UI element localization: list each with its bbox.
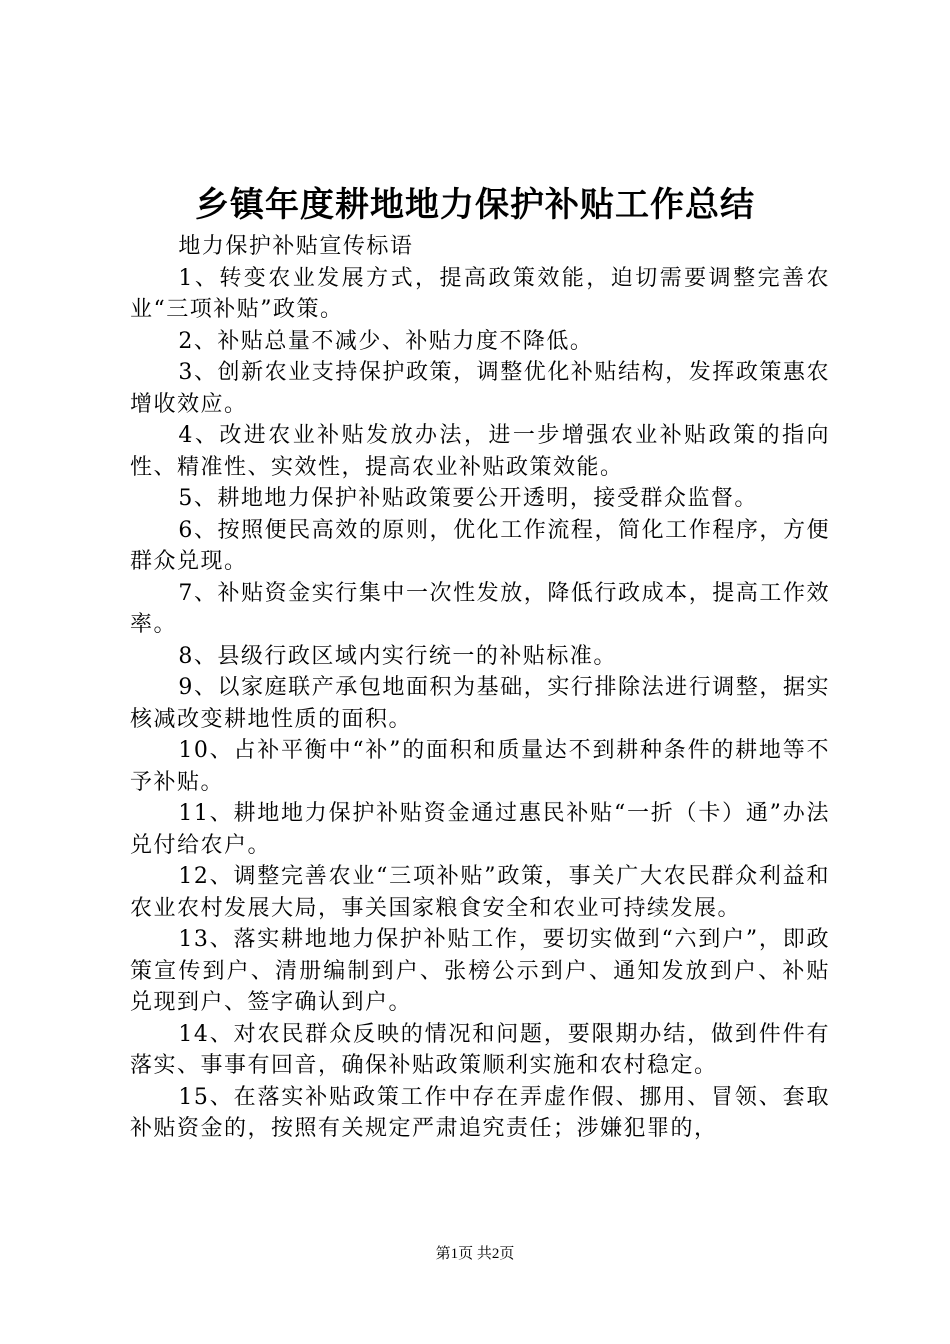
document-body	[130, 231, 830, 1145]
slogan-item-1: 1、转变农业发展方式，提高政策效能，迫切需要调整完善农业“三项补贴”政策。	[130, 265, 830, 322]
slogan-item-2: 2、补贴总量不减少、补贴力度不降低。	[178, 328, 594, 354]
slogan-item-5: 5、耕地地力保护补贴政策要公开透明，接受群众监督。	[178, 486, 758, 511]
slogan-item-15: 15、在落实补贴政策工作中存在弄虚作假、挪用、冒领、套取补贴资金的，按照有关规定严肃追究责任；涉嫌犯罪的，	[130, 1084, 830, 1141]
slogan-item-8: 8、县级行政区域内实行统一的补贴标准。	[178, 643, 617, 669]
document-title: 乡镇年度耕地地力保护补贴工作总结	[195, 185, 755, 225]
slogan-item-6: 6、按照便民高效的原则，优化工作流程，简化工作程序，方便群众兑现。	[130, 517, 830, 574]
section-heading: 地力保护补贴宣传标语	[178, 234, 414, 259]
slogan-item-11: 11、耕地地力保护补贴资金通过惠民补贴“一折（卡）通”办法兑付给农户。	[130, 801, 830, 858]
slogan-item-13: 13、落实耕地地力保护补贴工作，要切实做到“六到户”，即政策宣传到户、清册编制到户、张榜公示到户、通知发放到户、补贴兑现到户、签字确认到户。	[130, 927, 830, 1015]
slogan-item-7: 7、补贴资金实行集中一次性发放，降低行政成本，提高工作效率。	[130, 580, 830, 637]
slogan-item-3: 3、创新农业支持保护政策，调整优化补贴结构，发挥政策惠农增收效应。	[130, 360, 830, 417]
slogan-item-4: 4、改进农业补贴发放办法，进一步增强农业补贴政策的指向性、精准性、实效性，提高农业补贴政策效能。	[130, 423, 830, 480]
slogan-item-14: 14、对农民群众反映的情况和问题，要限期办结，做到件件有落实、事事有回音，确保补贴政策顺利实施和农村稳定。	[130, 1021, 830, 1078]
slogan-item-9: 9、以家庭联产承包地面积为基础，实行排除法进行调整，据实核减改变耕地性质的面积。	[130, 675, 830, 732]
slogan-item-12: 12、调整完善农业“三项补贴”政策，事关广大农民群众利益和农业农村发展大局，事关国家粮食安全和农业可持续发展。	[130, 864, 830, 921]
slogan-item-10: 10、占补平衡中“补”的面积和质量达不到耕种条件的耕地等不予补贴。	[130, 738, 830, 795]
page-number-footer: 第1页 共2页	[435, 1246, 515, 1262]
